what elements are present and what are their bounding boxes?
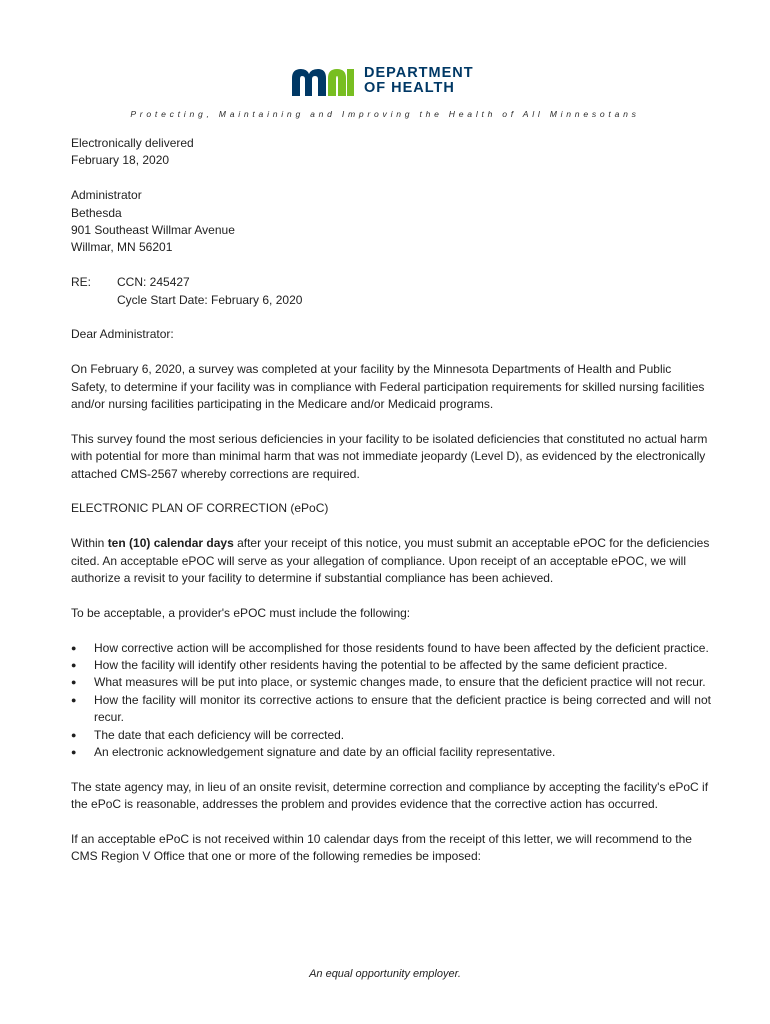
address-line: Administrator (71, 188, 142, 203)
tagline: Protecting, Maintaining and Improving the Health of All Minnesotans (130, 109, 640, 119)
address-line: 901 Southeast Willmar Avenue (71, 223, 235, 238)
department-name (364, 66, 474, 96)
list-item: ● What measures will be put into place, or systemic changes made, to ensure that the deficient practice will not recur. (71, 674, 711, 691)
delivery-method: Electronically delivered (71, 136, 194, 150)
cycle-start-line: Cycle Start Date: February 6, 2020 (117, 292, 303, 307)
address-line: Bethesda (71, 205, 122, 220)
paragraph-survey: On February 6, 2020, a survey was completed at your facility by the Minnesota Departments of Health and Public Safety, to determine if your facility was in compliance with Federal participation requirements for skilled nursing facilities and/or nursing facilities participating in the Medicare and/or Medicaid programs. (71, 362, 705, 412)
paragraph-remedies: If an acceptable ePoC is not received within 10 calendar days from the receipt of this letter, we will recommend to the CMS Region V Office that one or more of the following remedies be imposed: (71, 832, 692, 864)
list-item: ● How the facility will monitor its corrective actions to ensure that the deficient practice is being corrected and will not recur. (71, 692, 711, 727)
letter-body (71, 135, 711, 866)
section-heading: ELECTRONIC PLAN OF CORRECTION (ePoC) (71, 501, 329, 516)
department-line-1: DEPARTMENT (364, 65, 474, 81)
recipient-address (71, 187, 711, 257)
paragraph-requirements: To be acceptable, a provider's ePOC must include the following: (71, 605, 411, 620)
reference-block (71, 274, 711, 309)
address-line: Willmar, MN 56201 (71, 240, 173, 255)
list-item: ● An electronic acknowledgement signature and date by an official facility representative. (71, 744, 711, 761)
paragraph-findings: This survey found the most serious deficiencies in your facility to be isolated deficiencies that constituted no actual harm with potential for more than minimal harm that was not immediate jeopardy (Level D), as evidenced by the electronically attached CMS-2567 whereby corrections are required. (71, 431, 708, 481)
footer-text: An equal opportunity employer. (309, 968, 461, 980)
mn-logo-icon (289, 66, 355, 96)
deadline-emphasis: ten (10) calendar days (107, 536, 234, 551)
mdh-logo (289, 64, 474, 98)
department-line-2: OF HEALTH (364, 80, 455, 96)
re-label: RE: (71, 275, 92, 290)
list-item: ● How the facility will identify other residents having the potential to be affected by the same deficient practice. (71, 657, 711, 674)
letter-date: February 18, 2020 (71, 153, 170, 168)
list-item: ● How corrective action will be accomplished for those residents found to have been affected by the deficient practice. (71, 640, 711, 657)
ccn-line: CCN: 245427 (117, 275, 190, 290)
list-item: ● The date that each deficiency will be corrected. (71, 727, 711, 744)
requirements-list (71, 640, 711, 762)
paragraph-deadline: Within ten (10) calendar days after your receipt of this notice, you must submit an acceptable ePOC for the deficiencies cited. An acceptable ePOC will serve as your allegation of compliance. Upon receipt of an acceptable ePOC, we will authorize a revisit to your facility to determine if substantial compliance has been achieved. (71, 536, 710, 586)
paragraph-state-agency: The state agency may, in lieu of an onsite revisit, determine correction and compliance by accepting the facility's ePoC if the ePoC is reasonable, addresses the problem and provides evidence that the corrective action has occurred. (71, 779, 709, 812)
salutation: Dear Administrator: (71, 327, 174, 342)
